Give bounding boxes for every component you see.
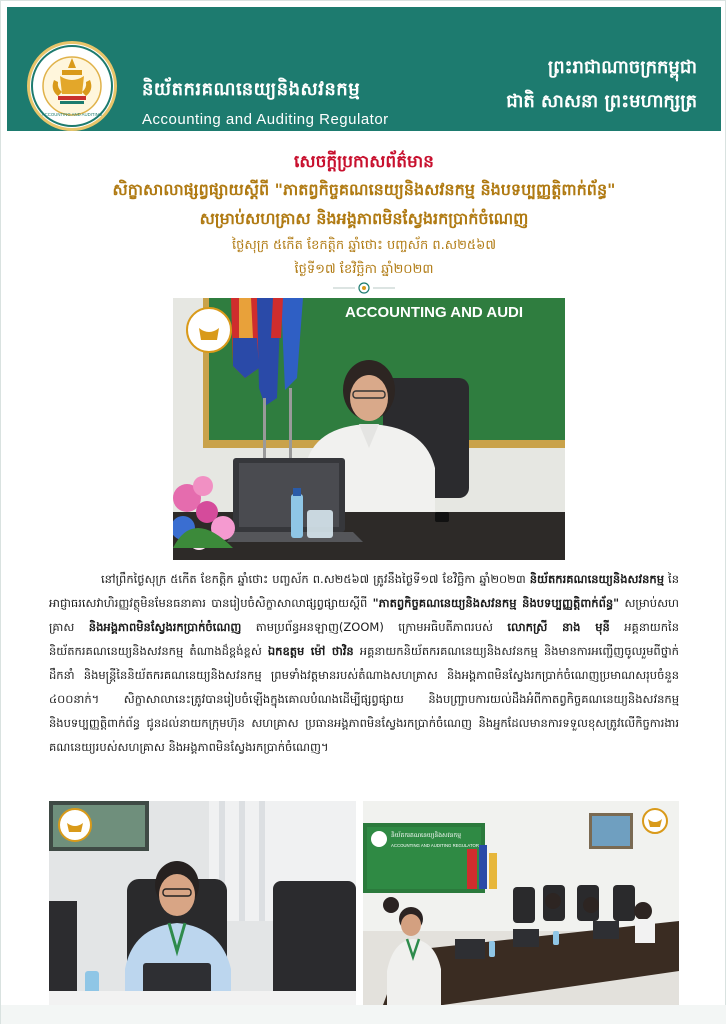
body-for: សម្រាប់សហគ្រាស	[49, 596, 679, 634]
divider-ornament-icon	[331, 281, 397, 295]
org-name-km: និយ័តករគណនេយ្យនិងសវនកម្ម	[142, 79, 361, 100]
body-representative: អគ្គនាយកនៃនិយ័តករគណនេយ្យនិងសវនកម្ម តំណាងដ៏ខ្ពង់ខ្ពស់	[49, 620, 680, 658]
body-organizer: នៃអាជ្ញាធរសេវាហិរញ្ញវត្ថុមិនមែនធនាគារ បានរៀបចំសិក្ខាសាលាផ្សព្វផ្សាយស្ដីពី	[49, 572, 679, 610]
main-photo-scene	[173, 298, 565, 560]
svg-text:ACCOUNTING AND AUDITING: ACCOUNTING AND AUDITING	[41, 112, 103, 117]
main-photo	[173, 298, 565, 560]
photo-meeting-room-scene	[363, 801, 679, 1005]
aar-logo	[27, 41, 117, 131]
room-banner-km: និយ័តករគណនេយ្យនិងសវនកម្ម	[391, 832, 462, 839]
workshop-title: សិក្ខាសាលាផ្សព្វផ្សាយស្ដីពី "ភាតព្វកិច្ចគណនេយ្យនិងសវនកម្ម និងបទប្បញ្ញត្តិពាក់ព័ន្ធ"	[112, 180, 616, 199]
national-motto: ជាតិ សាសនា ព្រះមហាក្សត្រ	[506, 91, 697, 112]
body-org-name: និយ័តករគណនេយ្យនិងសវនកម្ម	[529, 572, 665, 586]
photo-meeting-room	[363, 801, 679, 1005]
workshop-audience: សម្រាប់សហគ្រាស និងអង្គភាពមិនស្វែងរកប្រាក់ចំណេញ	[199, 209, 529, 228]
room-banner-en: ACCOUNTING AND AUDITING REGULATOR	[391, 843, 479, 848]
body-audience: និងអង្គភាពមិនស្វែងរកប្រាក់ចំណេញ	[88, 620, 242, 634]
press-release-heading: សេចក្ដីប្រកាសព័ត៌មាន	[294, 152, 434, 172]
footer-band	[1, 1005, 726, 1024]
header-band	[7, 7, 721, 131]
aar-emblem-icon	[30, 44, 114, 128]
body-excellency-name: ឯកឧត្តម ម៉ៅ ថាវិន	[267, 644, 354, 658]
gregorian-date: ថ្ងៃទី១៧ ខែវិច្ឆិកា ឆ្នាំ២០២៣	[294, 262, 434, 277]
body-online: តាមប្រព័ន្ធអនឡាញ(ZOOM) ក្រោមអធិបតីភាពរបស់	[241, 620, 508, 634]
photo-participant	[49, 801, 356, 1005]
body-chair-name: លោកស្រី នាង មុនី	[507, 620, 610, 634]
wall-sign-text: ACCOUNTING AND AUDI	[345, 304, 524, 321]
body-intro: នៅព្រឹកថ្ងៃសុក្រ ៥កើត ខែកត្តិក ឆ្នាំថោះ បញ្ចស័ក ព.ស២៥៦៧ ត្រូវនឹងថ្ងៃទី១៧ ខែវិច្ឆិកា ឆ្នាំ២០២៣	[101, 572, 530, 586]
kingdom-title: ព្រះរាជាណាចក្រកម្ពុជា	[547, 57, 697, 78]
body-workshop-topic: "ភាតព្វកិច្ចគណនេយ្យនិងសវនកម្ម និងបទប្បញ្ញត្តិពាក់ព័ន្ធ"	[372, 596, 620, 610]
body-details: អគ្គនាយកនិយ័តករគណនេយ្យនិងសវនកម្ម និងមានការអញ្ជើញចូលរួមពីថ្នាក់ដឹកនាំ និងមន្ត្រីនៃនិយ័តករគណនេយ្យនិងសវនកម្ម ព្រមទាំងវត្តមានរបស់តំណាងសហគ្រាស និងអង្គភាពមិនស្វែងរកប្រាក់ចំណេញប្រមាណសរុបចំនួន ៤០០នាក់។ សិក្ខាសាលានេះត្រូវបានរៀបចំឡើងក្នុងគោលបំណងដើម្បីផ្សព្វផ្សាយ និងបញ្ជ្រាបការយល់ដឹងអំពីកាតព្វកិច្ចគណនេយ្យនិងសវនកម្ម និងបទប្បញ្ញត្តិពាក់ព័ន្ធ ជូនដល់នាយកក្រុមហ៊ុន សហគ្រាស ប្រធានអង្គភាពមិនស្វែងរកប្រាក់ចំណេញ និងអ្នកដែលមានការទទួលខុសត្រូវលើកិច្ចការងារគណនេយ្យរបស់សហគ្រាស និងអង្គភាពមិនស្វែងរកប្រាក់ចំណេញ។	[49, 644, 679, 754]
lunar-date: ថ្ងៃសុក្រ ៥កើត ខែកត្តិក ឆ្នាំថោះ បញ្ចស័ក ព.ស២៥៦៧	[231, 238, 497, 253]
press-release-body	[49, 567, 679, 759]
org-name-en: Accounting and Auditing Regulator	[142, 111, 389, 128]
photo-participant-scene	[49, 801, 356, 1005]
